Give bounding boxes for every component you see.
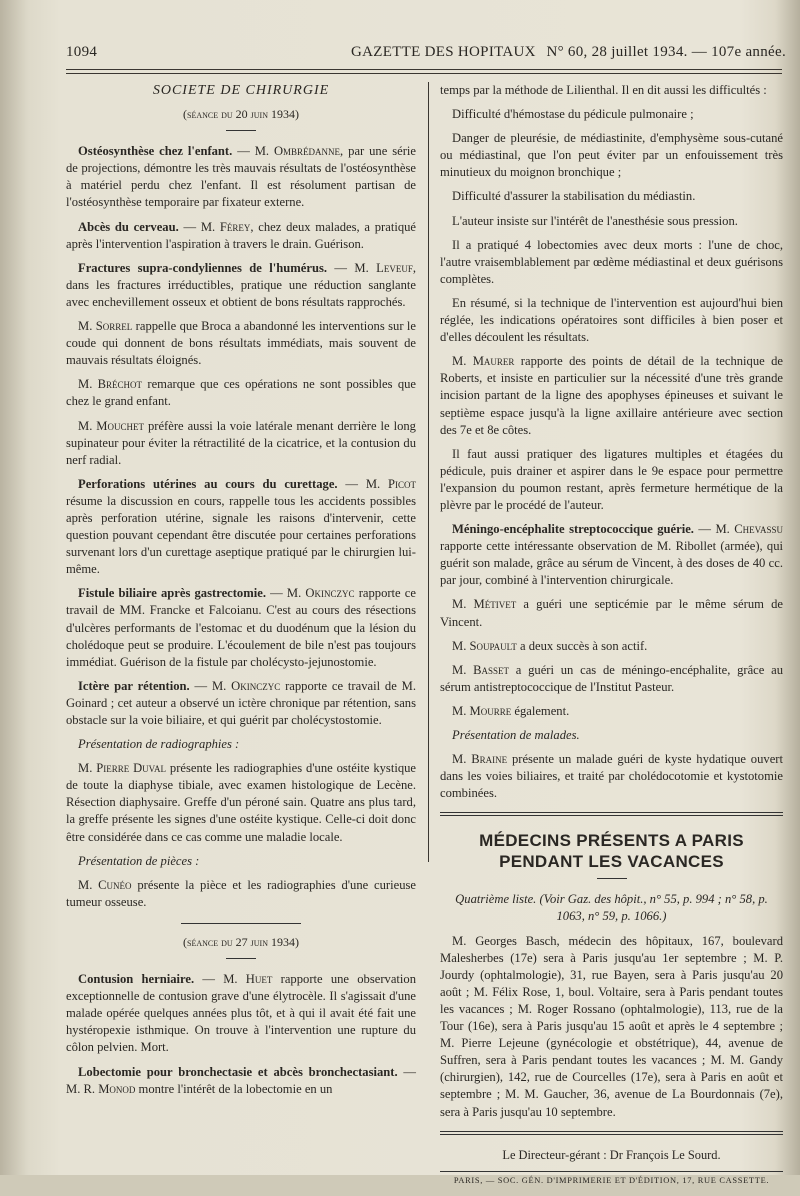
author-name: M. Mourre xyxy=(452,703,512,718)
report-text: présente les radiographies d'une ostéite kystique de toute la diaphyse tibiale, avec examen histologique de Lecène. Résection diaphysaire. Greffe d'un péroné sain. Quatre ans plus tard, la greffe présente les signes d'une ostéite kystique. Celle-ci doit donc être considérée dans ce cas comme une maladie locale. xyxy=(66,761,417,844)
doctor-list: M. Georges Basch, médecin des hôpitaux, 167, boulevard Malesherbes (17e) sera à Paris jusqu'au 1er septembre ; M. P. Jourdy (ophtalmologie), 31, rue Bayen, sera à Paris jusqu'au 20 août ; M. Félix Rose, 1, boul. Voltaire, sera à Paris pendant toutes les vacances ; M. Roger Rossano (ophtalmologie), 113, rue de la Tour (16e), sera à Paris jusqu'au 15 août et après le 4 septembre ; M. Pierre Lejeune (gynécologie et obstétrique), 44, avenue de Suffren, sera à Paris pendant toutes les vacances ; M. M. Gandy (chirurgien), 142, rue de Courcelles (17e), sera à Paris en août et septembre ; M. M. Gaucher, 36, avenue de La Bourdonnais (7e), sera à Paris jusqu'au 10 septembre. xyxy=(440,933,783,1119)
author-name: M. Basset xyxy=(452,662,510,677)
author-name: M. Cunéo xyxy=(78,877,132,892)
column-divider xyxy=(428,82,429,862)
author-name: M. Férey, xyxy=(200,219,254,234)
report-text: rapporte des points de détail de la technique de Roberts, et insiste en particulier sur la nécessité d'une très grande incision partant de la ligne des apophyses épineuses et suivant le septième espace jusqu'à la ligne axillaire antérieure avec section des 7e et 8e côtes. xyxy=(440,354,783,437)
left-column xyxy=(66,82,416,1105)
report-text: par une série de projections, démontre les très mauvais résultats de l'ostéosynthèse à matériel perdu chez l'enfant. Il est résolument partisan de l'ostéosynthèse temporaire par fixateur externe. xyxy=(66,144,416,210)
report-paragraph: Lobectomie pour bronchectasie et abcès bronchectasiant. — M. R. Monod montre l'intérêt de la lobectomie en un xyxy=(66,1064,416,1096)
author-name: M. Métivet xyxy=(452,597,517,612)
report-title: Contusion herniaire. xyxy=(78,972,195,987)
author-name: M. Maurer xyxy=(452,354,515,369)
right-column xyxy=(440,82,783,1196)
report-text: également. xyxy=(514,703,570,718)
report-paragraph xyxy=(440,638,783,655)
section-heading: MÉDECINS PRÉSENTS A PARIS PENDANT LES VACANCES xyxy=(479,831,744,872)
author-name: M. Picot xyxy=(365,476,417,491)
printer-imprint: PARIS, — SOC. GÉN. D'IMPRIMERIE ET D'ÉDITION, 17, RUE CASSETTE. xyxy=(453,1175,770,1185)
report-text: rapporte une observation exceptionnelle de contusion grave d'une élytrocèle. Il s'agissait d'une malade opérée quelques années plus tôt, et à qui il avait été fait une hystéropexie isthmique. On trouve à l'intervention une rupture du côlon pelvien. Mort. xyxy=(66,972,417,1055)
report-paragraph: Ictère par rétention. — M. Okinczyc rapporte ce travail de M. Goinard ; cet auteur a observé un ictère chronique par rétention, sans obstacle sur la voie biliaire, et qui guérit par cholécystostomie. xyxy=(66,678,416,727)
report-text: Il a pratiqué 4 lobectomies avec deux morts : l'une de choc, l'autre vraisemblablement par œdème médiastinal et deux guérisons complètes. xyxy=(440,237,783,286)
report-title: Fractures supra-condyliennes de l'humérus. xyxy=(78,260,328,275)
report-text: Il faut aussi pratiquer des ligatures multiples et étagées du pédicule, puis drainer et aspirer dans le 9e espace pour permettre l'expansion du poumon restant, après fermeture hermétique de la plèvre par le procédé de l'auteur. xyxy=(440,446,783,512)
report-paragraph xyxy=(440,596,783,630)
report-text: a guéri un cas de méningo-encéphalite, grâce au sérum antistreptococcique de l'Institut Pasteur. xyxy=(440,662,783,694)
report-text: temps par la méthode de Lilienthal. Il en dit aussi les difficultés : xyxy=(440,83,767,97)
author-name: M. Soupault xyxy=(452,638,517,653)
report-paragraph: Perforations utérines au cours du curettage. — M. Picot résume la discussion en cours, rappelle tous les accidents possibles après perforation utérine, signale les raisons d'intervenir, cette question pouvant cependant être discutée pour certaines perforations survenant lors d'un curettage aseptique pratiqué par le chirurgien lui-même. xyxy=(66,476,417,577)
issue-info: N° 60, 28 juillet 1934. — 107e année. xyxy=(546,44,786,60)
report-paragraph xyxy=(66,760,416,845)
report-text: Danger de pleurésie, de médiastinite, d'emphysème sous-cutané ou médiastinal, que l'on peut éviter par un enfouissement très minutieux du moignon bronchique ; xyxy=(440,131,783,180)
report-title: Perforations utérines au cours du curettage. xyxy=(78,476,338,491)
report-title: Méningo-encéphalite streptococcique guérie. xyxy=(452,522,694,537)
report-text: L'auteur insiste sur l'intérêt de l'anesthésie sous pression. xyxy=(452,213,738,228)
director-line: Le Directeur-gérant : Dr François Le Sourd. xyxy=(502,1147,721,1162)
report-text: résume la discussion en cours, rappelle tous les accidents possibles après perforation utérine, signale les raisons d'intervenir, cette question pouvant cependant être discutée pour certaines perforations survenant lors d'un curettage aseptique pratiqué par le chirurgien lui-même. xyxy=(66,493,416,577)
divider xyxy=(181,923,301,924)
running-header xyxy=(66,44,786,66)
section-rule xyxy=(440,1131,783,1135)
report-title: Fistule biliaire après gastrectomie. xyxy=(78,586,266,601)
session-heading: (séance du 27 juin 1934) xyxy=(183,934,299,949)
subheading: Présentation de radiographies : xyxy=(78,737,240,752)
author-name: M. Leveuf, xyxy=(354,260,416,275)
subheading: Présentation de malades. xyxy=(452,728,580,742)
author-name: M. Bréchot xyxy=(78,377,143,392)
report-paragraph: Fistule biliaire après gastrectomie. — M. Okinczyc rapporte ce travail de MM. Francke et Falcoianu. C'est au cours des résections d'ulcères performants de l'estomac et du duodénum que la lésion du cholédoque peut se produire. L'écoulement de bile n'est pas toujours immédiat. Guérison de la fistule par cholécysto-jejunostomie. xyxy=(66,586,416,669)
report-text: montre l'intérêt de la lobectomie en un xyxy=(138,1081,333,1096)
author-name: M. Ombrédanne, xyxy=(254,144,344,159)
report-title: Ictère par rétention. xyxy=(78,678,190,693)
author-name: M. Braine xyxy=(452,752,508,767)
divider xyxy=(597,878,627,879)
society-title: SOCIETE DE CHIRURGIE xyxy=(152,83,330,98)
report-text: remarque que ces opérations ne sont possibles que chez le grand enfant. xyxy=(66,377,416,409)
header-rule-second xyxy=(66,73,782,74)
report-text: dans les fractures irréductibles, pratique une réduction sanglante avec enchevillement osseux et obtient de bons résultats rapprochés. xyxy=(66,277,416,309)
report-paragraph xyxy=(440,703,783,720)
author-name: M. Huet xyxy=(223,972,273,987)
author-name: M. Sorrel xyxy=(78,319,133,334)
divider xyxy=(226,130,256,131)
report-paragraph: Abcès du cerveau. — M. Férey, chez deux malades, a pratiqué après l'intervention l'aspiration à travers le drain. Guérison. xyxy=(66,219,417,251)
report-paragraph: Ostéosynthèse chez l'enfant. — M. Ombrédanne, par une série de projections, démontre les très mauvais résultats de l'ostéosynthèse à matériel perdu chez l'enfant. Il est résolument partisan de l'ostéosynthèse temporaire par fixateur externe. xyxy=(66,144,416,210)
report-paragraph xyxy=(66,376,416,410)
report-text: chez deux malades, a pratiqué après l'intervention l'aspiration à travers le drain. Guérison. xyxy=(66,219,417,251)
report-text: Difficulté d'hémostase du pédicule pulmonaire ; xyxy=(452,107,694,122)
report-paragraph xyxy=(66,877,416,911)
author-name: M. Okinczyc xyxy=(286,586,355,601)
report-text: rapporte ce travail de M. Goinard ; cet auteur a observé un ictère chronique par rétention, sans obstacle sur la voie biliaire, et qui guérit par cholécystostomie. xyxy=(66,678,416,727)
author-name: M. Mouchet xyxy=(78,418,144,433)
report-text: Difficulté d'assurer la stabilisation du médiastin. xyxy=(452,189,696,204)
report-paragraph: Méningo-encéphalite streptococcique guérie. — M. Chevassu rapporte cette intéressante observation de M. Ribollet (armée), qui guérit son malade, grâce au sérum de Vincent, à des doses de 40 cc. par jour, combiné à l'intervention chirurgicale. xyxy=(440,522,783,588)
report-text: a guéri une septicémie par le même sérum de Vincent. xyxy=(440,597,783,629)
report-text: préfère aussi la voie latérale menant derrière le long supinateur pour éviter la rétractilité de la cicatrice, et la contusion du nerf radial. xyxy=(66,418,416,467)
author-name: M. Okinczyc xyxy=(211,678,281,693)
report-paragraph: Contusion herniaire. — M. Huet rapporte une observation exceptionnelle de contusion grave d'une élytrocèle. Il s'agissait d'une malade opérée quelques années plus tôt, et à qui il avait été fait une hystéropexie isthmique. On trouve à l'intervention une rupture du côlon pelvien. Mort. xyxy=(66,972,417,1055)
report-text: présente la pièce et les radiographies d'une curieuse tumeur osseuse. xyxy=(66,877,416,909)
header-rule xyxy=(66,69,782,70)
list-reference: Quatrième liste. (Voir Gaz. des hôpit., n° 55, p. 994 ; n° 58, p. 1063, n° 59, p. 1066.) xyxy=(455,892,768,924)
report-text: rapporte cette intéressante observation de M. Ribollet (armée), qui guérit son malade, grâce au sérum de Vincent, à des doses de 40 cc. par jour, combiné à l'intervention chirurgicale. xyxy=(440,539,783,588)
section-rule xyxy=(440,812,783,816)
author-name: M. Pierre Duval xyxy=(78,761,167,776)
report-paragraph xyxy=(66,418,416,469)
report-text: a deux succès à son actif. xyxy=(520,638,648,653)
session-heading: (séance du 20 juin 1934) xyxy=(183,107,299,122)
report-text: En résumé, si la technique de l'intervention est aujourd'hui bien réglée, les indications opératoires sont difficiles à bien poser et d'elles découlent les résultats. xyxy=(440,295,783,345)
divider xyxy=(226,958,256,959)
subheading: Présentation de pièces : xyxy=(78,853,200,868)
report-text: rappelle que Broca a abandonné les interventions sur le coude qui donnent de bons résultats immédiats, mais souvent de mauvais résultats éloignés. xyxy=(66,319,416,368)
report-paragraph xyxy=(440,751,783,802)
report-title: Lobectomie pour bronchectasie et abcès bronchectasiant. xyxy=(78,1064,398,1079)
report-text: présente un malade guéri de kyste hydatique ouvert dans les voies biliaires, et traité par cholédocotomie et kystotomie combinées. xyxy=(440,752,783,801)
report-paragraph xyxy=(440,353,783,438)
report-title: Ostéosynthèse chez l'enfant. xyxy=(78,144,233,159)
author-name: M. R. Monod xyxy=(66,1081,136,1096)
page-number: 1094 xyxy=(66,44,98,60)
journal-title: GAZETTE DES HOPITAUX xyxy=(351,44,536,60)
report-paragraph xyxy=(66,318,416,369)
report-text: rapporte ce travail de MM. Francke et Falcoianu. C'est au cours des résections d'ulcères performants de l'estomac et du duodénum que la lésion du cholédoque peut se produire. L'écoulement de bile n'est pas toujours immédiat. Guérison de la fistule par cholécysto-jejunostomie. xyxy=(66,586,416,669)
report-paragraph: Fractures supra-condyliennes de l'humérus. — M. Leveuf, dans les fractures irréductibles, pratique une réduction sanglante avec enchevillement osseux et obtient de bons résultats rapprochés. xyxy=(66,260,416,309)
author-name: M. Chevassu xyxy=(715,522,783,537)
report-title: Abcès du cerveau. xyxy=(78,219,179,234)
report-paragraph xyxy=(440,662,783,696)
